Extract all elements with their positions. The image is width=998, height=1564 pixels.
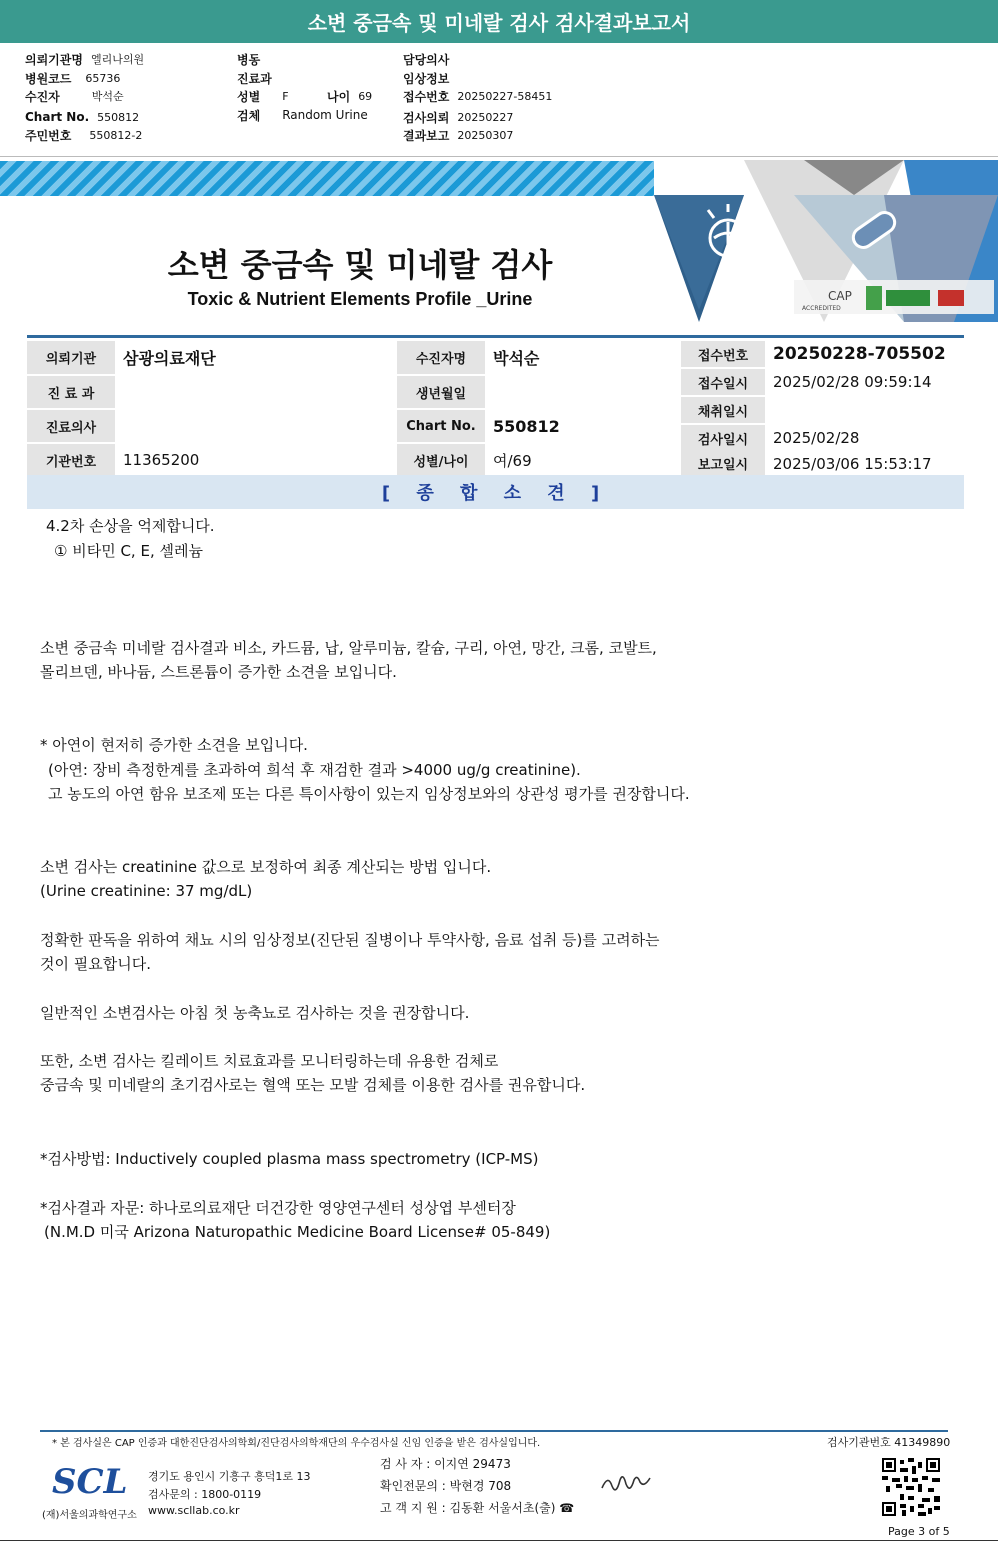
summary-row: 병원코드 65736	[25, 71, 121, 86]
inst-label: 의뢰기관	[27, 341, 115, 374]
summary-row: 수진자 박석순	[25, 89, 124, 104]
page-number: Page 3 of 5	[888, 1525, 950, 1538]
recv-no-label: 접수번호	[681, 341, 765, 367]
summary-row: 접수번호 20250227-58451	[403, 89, 553, 104]
banner-graphic	[654, 160, 998, 322]
doctor-label: 진료의사	[27, 410, 115, 442]
summary-row: 병동	[237, 52, 261, 67]
footer-divider	[40, 1430, 948, 1432]
banner-stripes	[0, 161, 660, 196]
recv-dt-value: 2025/02/28 09:59:14	[773, 373, 932, 391]
tester: 검 사 자 : 이지연 29473	[380, 1457, 511, 1471]
patient-value: 박석순	[493, 349, 540, 368]
opinion-line: 4.2차 손상을 억제합니다.	[46, 517, 215, 535]
summary-row: 검사의뢰 20250227	[403, 110, 514, 125]
chart-label: Chart No.	[397, 410, 485, 442]
lab-number: 검사기관번호 41349890	[827, 1436, 951, 1449]
opinion-line: ① 비타민 C, E, 셀레늄	[54, 542, 203, 560]
recv-no-value: 20250228-705502	[773, 344, 946, 364]
chart-value: 550812	[493, 416, 560, 436]
opinion-line: 것이 필요합니다.	[40, 955, 151, 973]
cert-note: * 본 검사실은 CAP 인증과 대한진단검사의학회/진단검사의학재단의 우수검사실 신임 인증을 받은 검사실입니다.	[52, 1438, 541, 1449]
opinion-line: *검사방법: Inductively coupled plasma mass spectrometry (ICP-MS)	[40, 1150, 539, 1168]
org-website[interactable]: www.scllab.co.kr	[148, 1504, 240, 1517]
doctor-value	[115, 410, 397, 442]
signature-image	[600, 1470, 654, 1496]
banner-subtitle: Toxic & Nutrient Elements Profile _Urine	[187, 289, 533, 309]
opinion-line: 몰리브덴, 바나듐, 스트론튬이 증가한 소견을 보입니다.	[40, 663, 397, 681]
birth-label: 생년월일	[397, 376, 485, 408]
svg-text:CAP: CAP	[828, 289, 852, 303]
opinion-line: * 아연이 현저히 증가한 소견을 보입니다.	[40, 736, 308, 754]
customer-support: 고 객 지 원 : 김동환 서울서초(출) ☎	[380, 1501, 575, 1515]
opinion-line: 소변 검사는 creatinine 값으로 보정하여 최종 계산되는 방법 입니다.	[40, 858, 492, 876]
opinion-line: (N.M.D 미국 Arizona Naturopathic Medicine Board License# 05-849)	[44, 1223, 551, 1241]
summary-row: 결과보고 20250307	[403, 128, 514, 143]
opinion-line: 고 농도의 아연 함유 보조제 또는 다른 특이사항이 있는지 임상정보와의 상관성 평가를 권장합니다.	[48, 785, 690, 803]
opinion-line: (아연: 장비 측정한계를 초과하여 희석 후 재검한 결과 >4000 ug/g creatinine).	[48, 761, 581, 779]
summary-row: 검체 Random Urine	[237, 108, 368, 123]
summary-header	[0, 43, 998, 157]
test-label: 검사일시	[681, 425, 765, 451]
summary-row: 나이 69	[327, 89, 373, 104]
org-phone: 검사문의 : 1800-0119	[148, 1488, 262, 1501]
opinion-line: 소변 중금속 미네랄 검사결과 비소, 카드뮴, 납, 알루미늄, 칼슘, 구리, 아연, 망간, 크롬, 코발트,	[40, 639, 657, 657]
report-label: 보고일시	[681, 451, 765, 476]
summary-row: 성별 F	[237, 89, 289, 104]
org-name: (재)서울의과학연구소	[42, 1510, 137, 1521]
summary-row: 주민번호 550812-2	[25, 128, 143, 143]
test-value: 2025/02/28	[773, 429, 860, 447]
opinion-line: 또한, 소변 검사는 킬레이트 치료효과를 모니터링하는데 유용한 검체로	[40, 1052, 499, 1070]
recv-dt-label: 접수일시	[681, 369, 765, 395]
report-title-bar	[0, 0, 998, 43]
banner-title: 소변 중금속 및 미네랄 검사	[167, 246, 553, 284]
summary-row: 진료과	[237, 71, 272, 86]
dept-label: 진 료 과	[27, 376, 115, 408]
opinion-line: *검사결과 자문: 하나로의료재단 더건강한 영양연구센터 성상엽 부센터장	[40, 1199, 516, 1217]
summary-row: 의뢰기관명 엘리나의원	[25, 52, 145, 67]
summary-row: 임상정보	[403, 71, 450, 86]
patient-info-table	[27, 335, 964, 475]
qr-code-icon	[882, 1458, 940, 1516]
code-label: 기관번호	[27, 444, 115, 476]
code-value: 11365200	[123, 451, 200, 469]
summary-row: Chart No. 550812	[25, 110, 140, 124]
sex-value: 여/69	[493, 451, 532, 470]
opinion-line: 정확한 판독을 위하여 채뇨 시의 임상정보(진단된 질병이나 투약사항, 음료 섭취 등)를 고려하는	[40, 931, 660, 949]
collect-label: 채취일시	[681, 397, 765, 423]
dept-value	[115, 376, 397, 408]
confirm-doctor: 확인전문의 : 박현경 708	[380, 1479, 512, 1493]
svg-text:ACCREDITED: ACCREDITED	[802, 305, 841, 312]
sex-label: 성별/나이	[397, 444, 485, 476]
cert-logos	[794, 280, 994, 314]
inst-value: 삼광의료재단	[123, 349, 216, 368]
opinion-line: 중금속 및 미네랄의 초기검사로는 혈액 또는 모발 검체를 이용한 검사를 권유합니다.	[40, 1076, 586, 1094]
page-bottom-line	[0, 1540, 998, 1541]
summary-row: 담당의사	[403, 52, 450, 67]
scl-logo: SCL	[52, 1462, 128, 1502]
patient-label: 수진자명	[397, 341, 485, 374]
report-value: 2025/03/06 15:53:17	[773, 454, 932, 473]
opinion-title: [ 종 합 소 견 ]	[27, 475, 964, 509]
birth-value	[485, 376, 675, 408]
collect-value	[765, 397, 964, 423]
opinion-line: 일반적인 소변검사는 아침 첫 농축뇨로 검사하는 것을 권장합니다.	[40, 1004, 470, 1022]
opinion-line: (Urine creatinine: 37 mg/dL)	[40, 882, 253, 900]
report-title: 소변 중금속 및 미네랄 검사 검사결과보고서	[307, 11, 691, 35]
org-address: 경기도 용인시 기흥구 흥덕1로 13	[148, 1470, 311, 1483]
